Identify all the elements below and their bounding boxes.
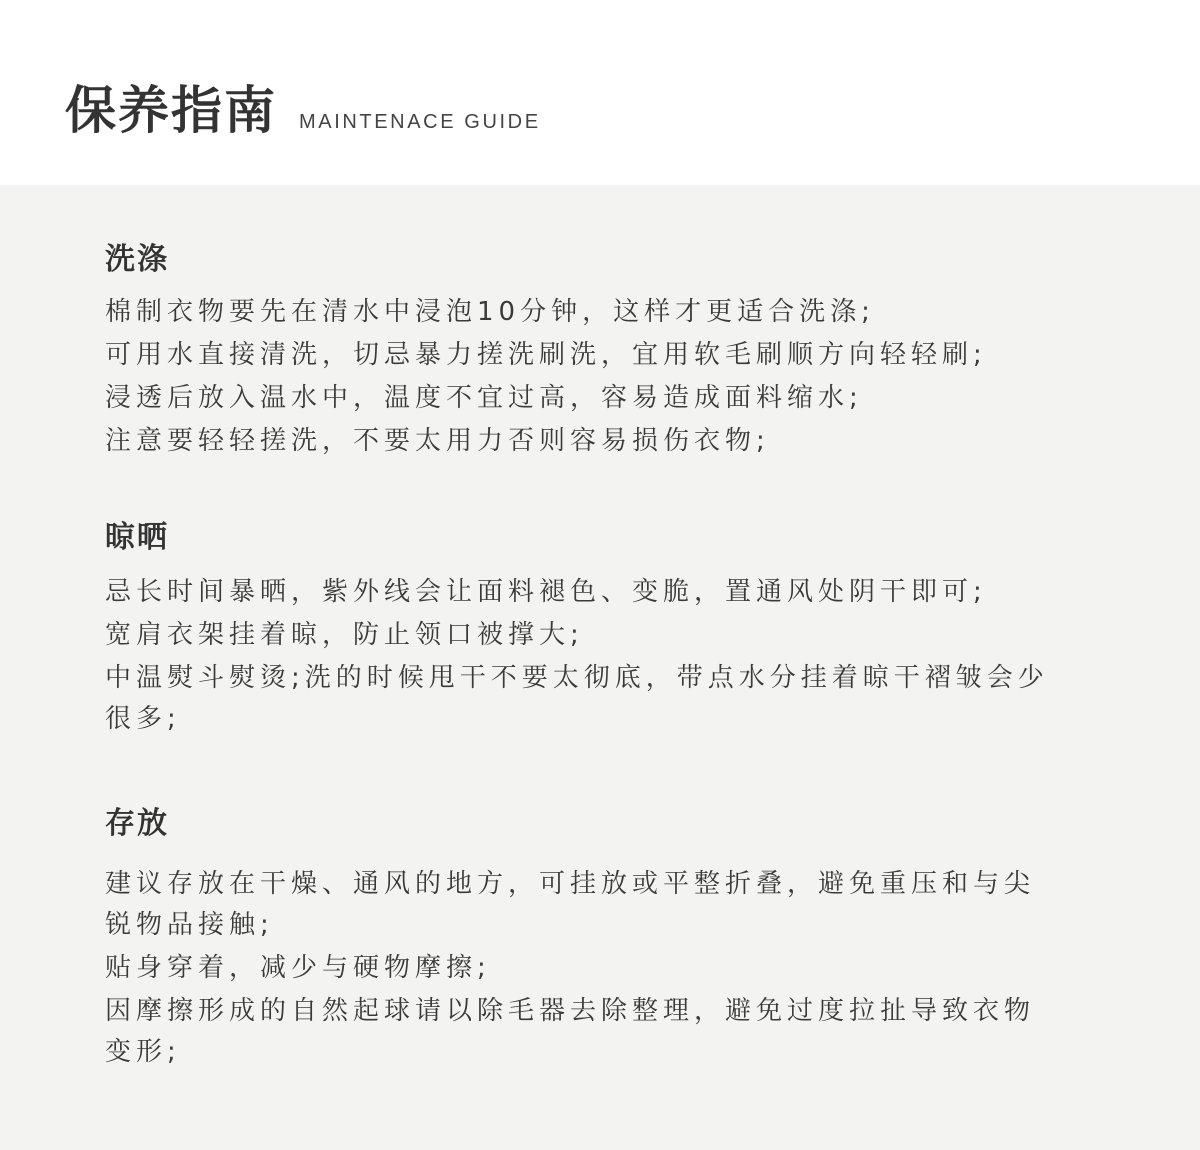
section-heading-storage: 存放 bbox=[105, 806, 169, 841]
page-subtitle: MAINTENACE GUIDE bbox=[299, 111, 541, 133]
guide-header bbox=[0, 0, 1200, 185]
storage-section bbox=[105, 804, 1060, 1073]
care-instruction: 因摩擦形成的自然起球请以除毛器去除整理，避免过度拉扯导致衣物变形; bbox=[105, 996, 1036, 1067]
care-instruction: 中温熨斗熨烫;洗的时候甩干不要太彻底，带点水分挂着晾干褶皱会少很多; bbox=[105, 663, 1049, 734]
washing-section bbox=[105, 240, 1060, 462]
section-heading-washing: 洗涤 bbox=[105, 242, 169, 277]
title-row bbox=[65, 80, 541, 144]
care-instruction: 贴身穿着，减少与硬物摩擦; bbox=[105, 953, 491, 983]
care-instruction: 注意要轻轻搓洗，不要太用力否则容易损伤衣物; bbox=[105, 426, 770, 456]
guide-content-panel bbox=[0, 185, 1200, 1150]
care-instruction: 棉制衣物要先在清水中浸泡10分钟，这样才更适合洗涤; bbox=[105, 297, 875, 327]
section-heading-drying: 晾晒 bbox=[105, 520, 169, 555]
care-instruction: 宽肩衣架挂着晾，防止领口被撑大; bbox=[105, 620, 584, 650]
care-instruction: 忌长时间暴晒，紫外线会让面料褪色、变脆，置通风处阴干即可; bbox=[105, 577, 987, 607]
care-instruction: 浸透后放入温水中，温度不宜过高，容易造成面料缩水; bbox=[105, 383, 863, 413]
page-title: 保养指南 bbox=[65, 82, 278, 141]
drying-section bbox=[105, 518, 1060, 740]
care-instruction: 建议存放在干燥、通风的地方，可挂放或平整折叠，避免重压和与尖锐物品接触; bbox=[105, 869, 1036, 940]
care-instruction: 可用水直接清洗，切忌暴力搓洗刷洗，宜用软毛刷顺方向轻轻刷; bbox=[105, 340, 987, 370]
